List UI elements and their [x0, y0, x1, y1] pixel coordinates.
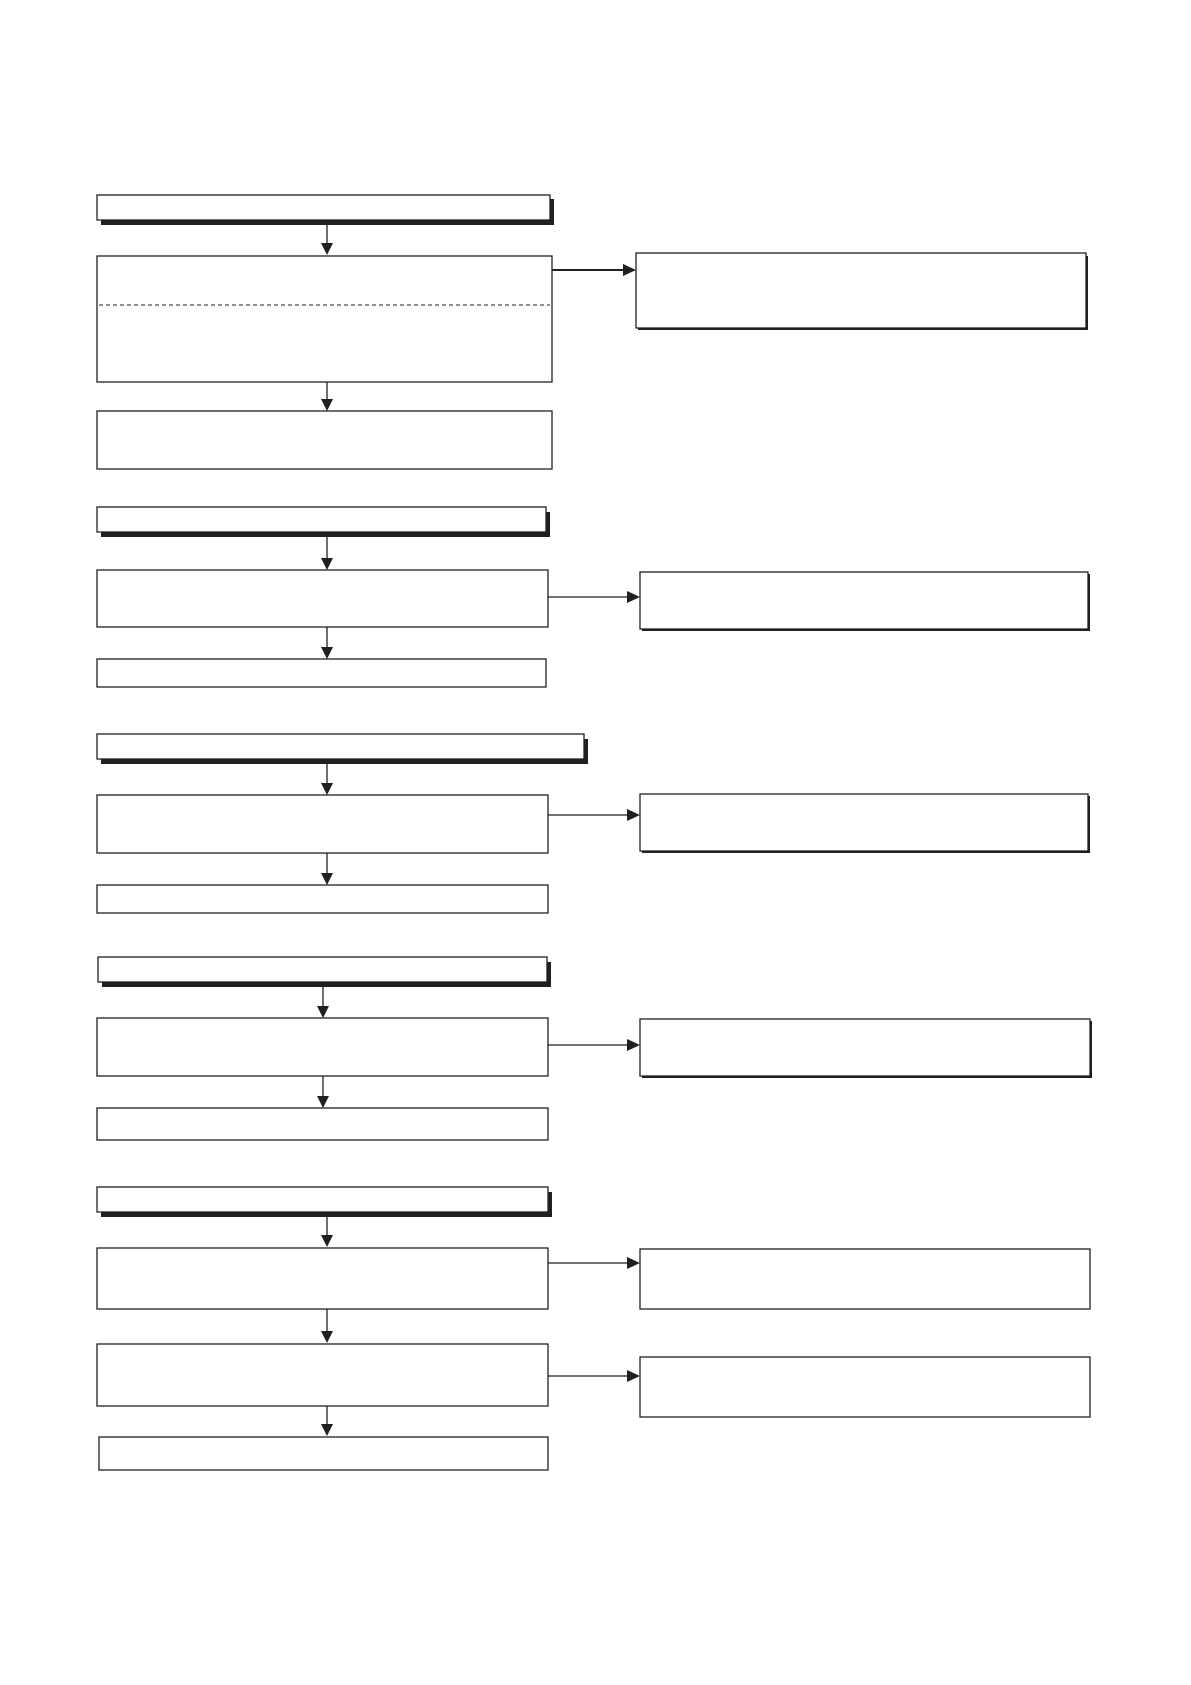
section-3-arrow-1-head	[321, 783, 333, 795]
section-3-title-box	[97, 734, 584, 759]
section-1-title-box	[97, 195, 550, 220]
section-3-arrow-2-head	[321, 873, 333, 885]
section-5-branch-2-box	[640, 1357, 1090, 1417]
section-2-title-box	[97, 507, 546, 532]
section-5-branch-1-head	[627, 1257, 640, 1269]
section-2-arrow-2-head	[321, 647, 333, 659]
section-1-step-2-box	[97, 411, 552, 469]
section-5-step-2-box	[97, 1344, 548, 1406]
section-4	[97, 957, 1092, 1140]
section-2-step-2-box	[97, 659, 546, 687]
section-5-branch-1-box	[640, 1249, 1090, 1309]
section-5-arrow-3-head	[321, 1424, 333, 1436]
section-2	[97, 507, 1090, 687]
section-1	[97, 195, 1088, 469]
section-3-step-2-box	[97, 885, 548, 913]
section-5-title-box	[97, 1187, 548, 1212]
section-3	[97, 734, 1090, 913]
section-5	[97, 1187, 1090, 1470]
section-1-arrow-2-head	[321, 399, 333, 411]
section-2-step-1-box	[97, 570, 548, 627]
section-3-branch-1-box	[640, 794, 1088, 851]
section-2-arrow-1-head	[321, 558, 333, 570]
section-4-step-1-box	[97, 1018, 548, 1076]
section-1-branch-1-box	[636, 253, 1086, 328]
section-2-branch-1-box	[640, 572, 1088, 629]
section-4-branch-1-head	[627, 1039, 640, 1051]
section-2-branch-1-head	[627, 591, 640, 603]
section-4-step-2-box	[97, 1108, 548, 1140]
section-3-step-1-box	[97, 795, 548, 853]
section-4-arrow-2-head	[317, 1096, 329, 1108]
section-5-step-1-box	[97, 1248, 548, 1309]
section-4-branch-1-box	[640, 1019, 1090, 1076]
section-4-title-box	[98, 957, 547, 982]
section-3-branch-1-head	[627, 809, 640, 821]
section-1-arrow-1-head	[321, 243, 333, 255]
section-4-arrow-1-head	[317, 1006, 329, 1018]
section-5-step-3-box	[99, 1437, 548, 1470]
section-1-branch-1-head	[623, 264, 636, 276]
section-5-arrow-1-head	[321, 1235, 333, 1247]
section-5-branch-2-head	[627, 1370, 640, 1382]
section-1-step-1-box	[97, 256, 552, 382]
section-5-arrow-2-head	[321, 1331, 333, 1343]
